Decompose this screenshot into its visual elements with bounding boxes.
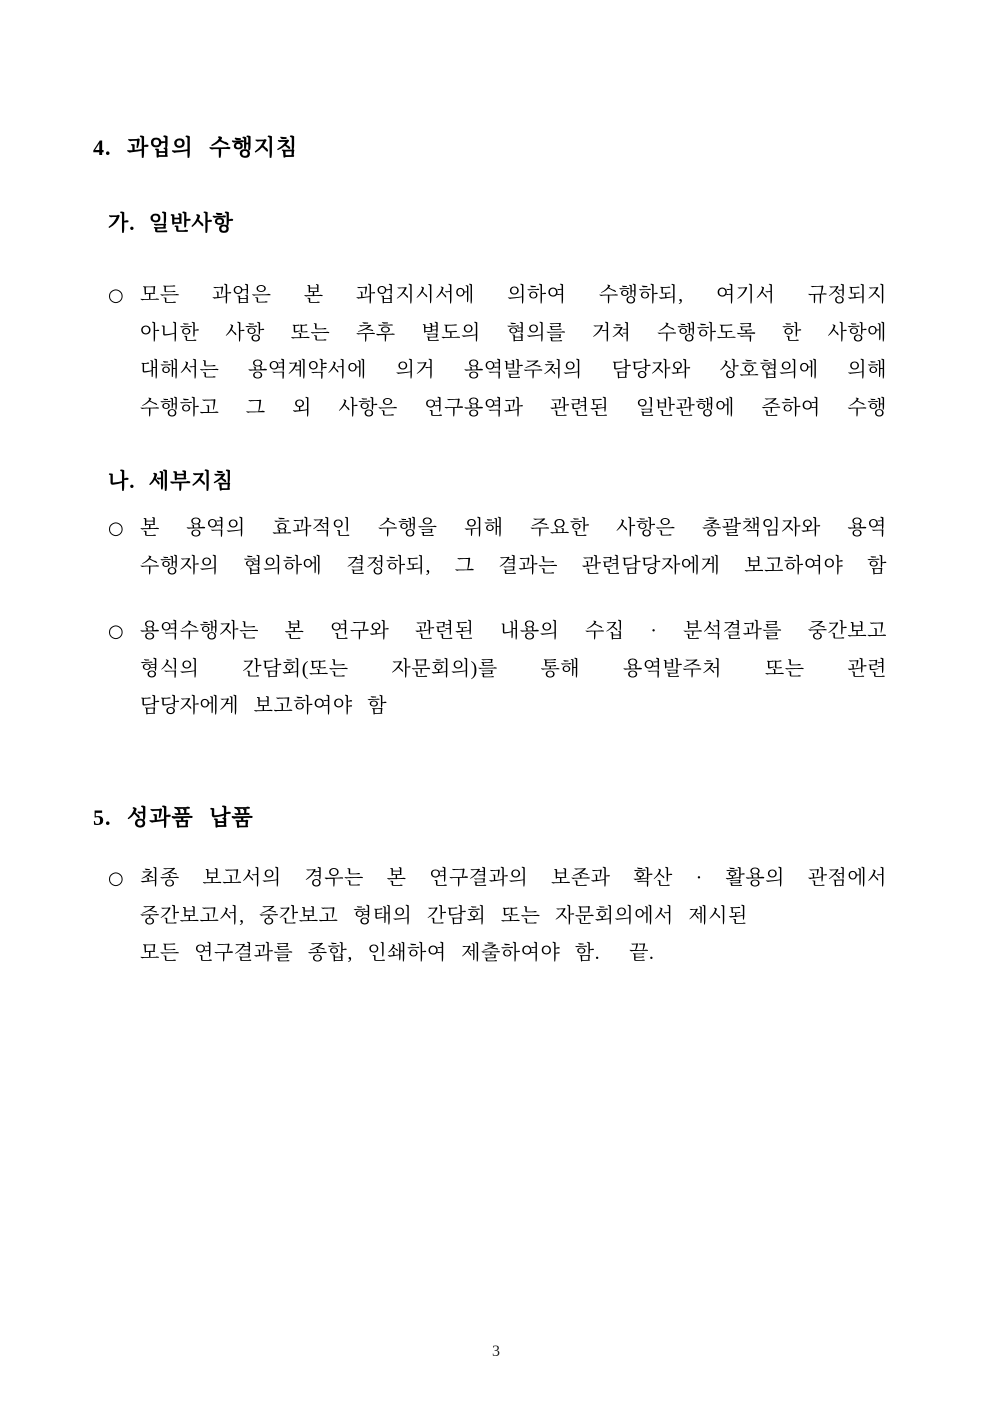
subsection-heading-na: 나. 세부지침: [108, 469, 234, 493]
paragraph-line: 용역수행자는 본 연구와 관련된 내용의 수집 · 분석결과를 중간보고: [140, 620, 887, 642]
paragraph-line: 최종 보고서의 경우는 본 연구결과의 보존과 확산 · 활용의 관점에서: [140, 867, 887, 889]
bullet-paragraph-detail-2: [108, 613, 887, 726]
subsection-heading-ga: 가. 일반사항: [108, 211, 234, 235]
paragraph-line: 모든 과업은 본 과업지시서에 의하여 수행하되, 여기서 규정되지: [140, 284, 887, 306]
paragraph-lines: [140, 613, 887, 726]
paragraph-line: 본 용역의 효과적인 수행을 위해 주요한 사항은 총괄책임자와 용역: [140, 517, 887, 539]
section-heading-5: 5. 성과품 납품: [93, 805, 254, 830]
paragraph-line: 수행자의 협의하에 결정하되, 그 결과는 관련담당자에게 보고하여야 함: [140, 554, 887, 577]
paragraph-line: 아니한 사항 또는 추후 별도의 협의를 거쳐 수행하도록 한 사항에: [140, 321, 887, 344]
bullet-paragraph-detail-1: [108, 510, 887, 585]
paragraph-line: 형식의 간담회(또는 자문회의)를 통해 용역발주처 또는 관련: [140, 657, 887, 680]
paragraph-line: 대해서는 용역계약서에 의거 용역발주처의 담당자와 상호협의에 의해: [140, 359, 887, 381]
paragraph-line: 모든 연구결과를 종합, 인쇄하여 제출하여야 함. 끝.: [140, 942, 655, 964]
paragraph-lines: [140, 277, 887, 427]
page-number: 3: [492, 1343, 500, 1360]
paragraph-line: 담당자에게 보고하여야 함: [140, 695, 388, 717]
bullet-paragraph-general: [108, 277, 887, 427]
section-heading-4: 4. 과업의 수행지침: [93, 135, 299, 160]
circle-bullet-icon: ○: [108, 868, 124, 889]
bullet-paragraph-deliverable: [108, 860, 887, 973]
paragraph-line: 중간보고서, 중간보고 형태의 간담회 또는 자문회의에서 제시된: [140, 904, 748, 927]
circle-bullet-icon: ○: [108, 518, 124, 539]
paragraph-line: 수행하고 그 외 사항은 연구용역과 관련된 일반관행에 준하여 수행: [140, 396, 887, 419]
paragraph-lines: [140, 860, 887, 973]
paragraph-lines: [140, 510, 887, 585]
circle-bullet-icon: ○: [108, 621, 124, 642]
circle-bullet-icon: ○: [108, 285, 124, 306]
